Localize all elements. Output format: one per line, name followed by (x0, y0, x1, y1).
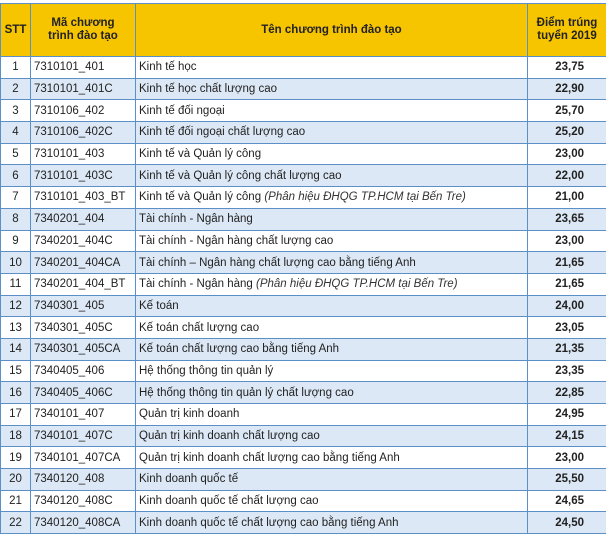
table-header (1, 4, 606, 57)
stt-cell: 12 (1, 295, 31, 317)
table-row (1, 187, 606, 209)
stt-cell: 11 (1, 273, 31, 295)
score-cell: 23,00 (528, 230, 606, 252)
program-name: Kinh tế và Quản lý công (139, 191, 261, 203)
code-cell: 7340120_408C (31, 490, 136, 512)
stt-cell: 8 (1, 208, 31, 230)
name-cell (136, 78, 528, 100)
code-cell: 7340101_407CA (31, 447, 136, 469)
stt-cell: 22 (1, 512, 31, 534)
code-cell: 7340301_405 (31, 295, 136, 317)
score-cell: 22,85 (528, 382, 606, 404)
table-row (1, 360, 606, 382)
score-cell: 24,00 (528, 295, 606, 317)
stt-cell: 17 (1, 404, 31, 426)
score-cell: 23,75 (528, 57, 606, 79)
stt-cell: 20 (1, 469, 31, 491)
name-cell (136, 404, 528, 426)
table-row (1, 100, 606, 122)
table-row (1, 57, 606, 79)
stt-cell: 9 (1, 230, 31, 252)
program-name: Kinh doanh quốc tế (139, 473, 238, 485)
name-cell (136, 143, 528, 165)
program-name: Kế toán (139, 300, 179, 312)
table-row (1, 425, 606, 447)
stt-cell: 4 (1, 122, 31, 144)
code-cell: 7340101_407C (31, 425, 136, 447)
name-cell (136, 273, 528, 295)
table-row (1, 230, 606, 252)
name-cell (136, 469, 528, 491)
program-name: Hệ thống thông tin quản lý chất lượng cao (139, 387, 354, 399)
score-cell: 21,65 (528, 252, 606, 274)
code-cell: 7310101_403 (31, 143, 136, 165)
name-cell (136, 187, 528, 209)
score-cell: 23,00 (528, 447, 606, 469)
score-cell: 22,00 (528, 165, 606, 187)
header-code: Mã chương trình đào tạo (31, 4, 136, 57)
header-name: Tên chương trình đào tạo (136, 4, 528, 57)
program-name: Kinh tế đối ngoại (139, 105, 225, 117)
stt-cell: 10 (1, 252, 31, 274)
program-name: Quản trị kinh doanh chất lượng cao bằng tiếng Anh (139, 452, 400, 464)
name-cell (136, 230, 528, 252)
name-cell (136, 57, 528, 79)
table-row (1, 317, 606, 339)
program-name: Quản trị kinh doanh (139, 408, 239, 420)
program-name: Tài chính – Ngân hàng chất lượng cao bằng tiếng Anh (139, 257, 416, 269)
code-cell: 7340201_404CA (31, 252, 136, 274)
name-cell (136, 425, 528, 447)
table-row (1, 122, 606, 144)
score-cell: 23,65 (528, 208, 606, 230)
program-name: Kinh tế đối ngoại chất lượng cao (139, 126, 305, 138)
score-cell: 21,00 (528, 187, 606, 209)
stt-cell: 19 (1, 447, 31, 469)
name-cell (136, 165, 528, 187)
score-cell: 24,65 (528, 490, 606, 512)
code-cell: 7340405_406 (31, 360, 136, 382)
score-cell: 24,15 (528, 425, 606, 447)
code-cell: 7340201_404C (31, 230, 136, 252)
stt-cell: 6 (1, 165, 31, 187)
table-row (1, 252, 606, 274)
name-cell (136, 447, 528, 469)
program-note: (Phân hiệu ĐHQG TP.HCM tại Bến Tre) (256, 278, 458, 290)
code-cell: 7340120_408 (31, 469, 136, 491)
admission-scores-table (0, 3, 606, 534)
program-name: Kinh tế học (139, 61, 197, 73)
program-name: Kinh tế và Quản lý công chất lượng cao (139, 170, 342, 182)
table-row (1, 447, 606, 469)
code-cell: 7340120_408CA (31, 512, 136, 534)
stt-cell: 5 (1, 143, 31, 165)
score-cell: 23,35 (528, 360, 606, 382)
code-cell: 7310101_401 (31, 57, 136, 79)
stt-cell: 7 (1, 187, 31, 209)
name-cell (136, 512, 528, 534)
name-cell (136, 382, 528, 404)
name-cell (136, 360, 528, 382)
program-name: Tài chính - Ngân hàng (139, 213, 253, 225)
stt-cell: 1 (1, 57, 31, 79)
program-name: Kinh tế học chất lượng cao (139, 83, 277, 95)
code-cell: 7340201_404 (31, 208, 136, 230)
code-cell: 7340101_407 (31, 404, 136, 426)
stt-cell: 14 (1, 338, 31, 360)
name-cell (136, 252, 528, 274)
score-cell: 23,05 (528, 317, 606, 339)
code-cell: 7310106_402 (31, 100, 136, 122)
table-row (1, 208, 606, 230)
code-cell: 7310101_401C (31, 78, 136, 100)
table-row (1, 404, 606, 426)
table-row (1, 143, 606, 165)
stt-cell: 18 (1, 425, 31, 447)
program-name: Hệ thống thông tin quản lý (139, 365, 273, 377)
stt-cell: 2 (1, 78, 31, 100)
program-name: Kế toán chất lượng cao (139, 322, 259, 334)
header-score: Điểm trúng tuyển 2019 (528, 4, 606, 57)
stt-cell: 3 (1, 100, 31, 122)
score-cell: 25,20 (528, 122, 606, 144)
code-cell: 7310101_403_BT (31, 187, 136, 209)
name-cell (136, 295, 528, 317)
code-cell: 7340301_405CA (31, 338, 136, 360)
stt-cell: 21 (1, 490, 31, 512)
table-row (1, 469, 606, 491)
score-cell: 21,65 (528, 273, 606, 295)
table-row (1, 273, 606, 295)
score-cell: 25,70 (528, 100, 606, 122)
table-row (1, 165, 606, 187)
name-cell (136, 100, 528, 122)
score-cell: 22,90 (528, 78, 606, 100)
table-row (1, 512, 606, 534)
name-cell (136, 317, 528, 339)
score-cell: 24,95 (528, 404, 606, 426)
code-cell: 7340301_405C (31, 317, 136, 339)
code-cell: 7310106_402C (31, 122, 136, 144)
score-cell: 25,50 (528, 469, 606, 491)
name-cell (136, 208, 528, 230)
program-name: Kinh doanh quốc tế chất lượng cao bằng tiếng Anh (139, 517, 399, 529)
table-row (1, 382, 606, 404)
stt-cell: 13 (1, 317, 31, 339)
score-cell: 24,50 (528, 512, 606, 534)
score-cell: 23,00 (528, 143, 606, 165)
program-note: (Phân hiệu ĐHQG TP.HCM tại Bến Tre) (264, 191, 466, 203)
stt-cell: 16 (1, 382, 31, 404)
code-cell: 7340405_406C (31, 382, 136, 404)
table-row (1, 490, 606, 512)
name-cell (136, 490, 528, 512)
table-row (1, 295, 606, 317)
program-name: Quản trị kinh doanh chất lượng cao (139, 430, 320, 442)
score-cell: 21,35 (528, 338, 606, 360)
program-name: Tài chính - Ngân hàng chất lượng cao (139, 235, 333, 247)
stt-cell: 15 (1, 360, 31, 382)
program-name: Tài chính - Ngân hàng (139, 278, 253, 290)
program-name: Kinh tế và Quản lý công (139, 148, 261, 160)
table-row (1, 78, 606, 100)
program-name: Kinh doanh quốc tế chất lượng cao (139, 495, 319, 507)
code-cell: 7310101_403C (31, 165, 136, 187)
header-stt: STT (1, 4, 31, 57)
table-row (1, 338, 606, 360)
code-cell: 7340201_404_BT (31, 273, 136, 295)
name-cell (136, 122, 528, 144)
name-cell (136, 338, 528, 360)
program-name: Kế toán chất lượng cao bằng tiếng Anh (139, 343, 339, 355)
